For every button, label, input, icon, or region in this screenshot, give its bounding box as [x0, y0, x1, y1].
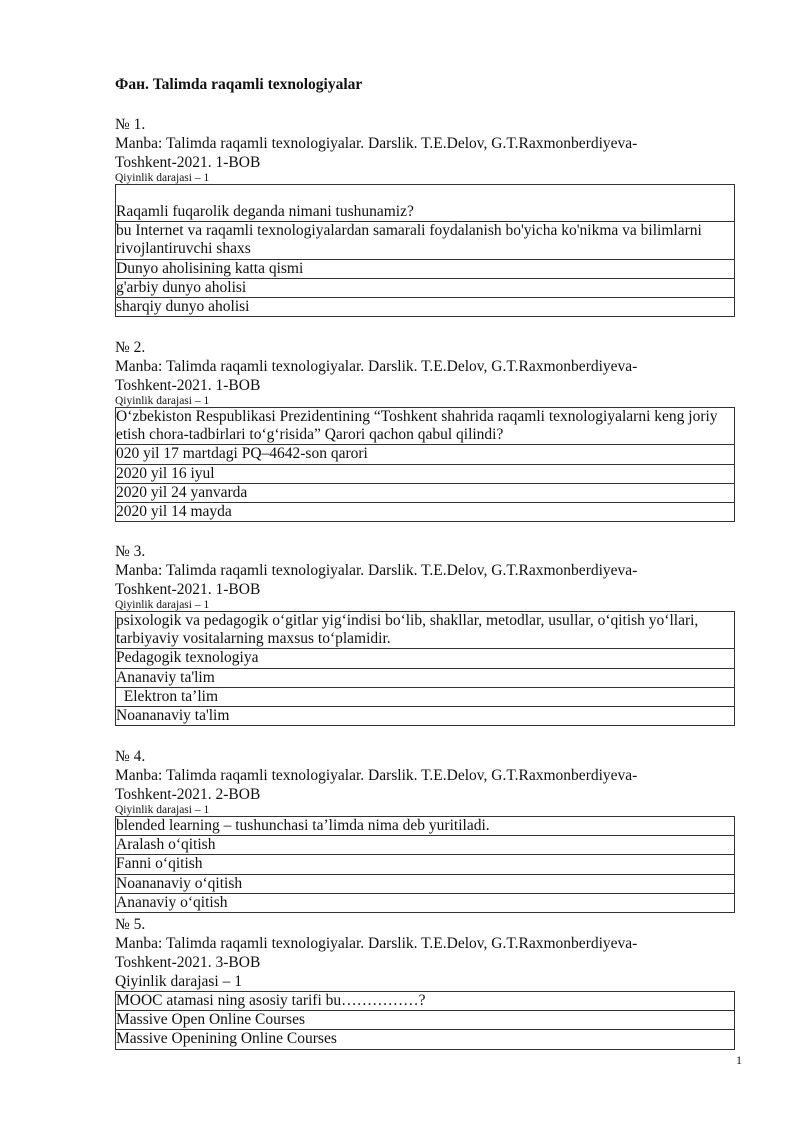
question-table — [115, 991, 735, 1050]
answer-option: Noananaviy o‘qitish — [116, 874, 735, 893]
source-line: Manba: Talimda raqamli texnologiyalar. Darslik. T.E.Delov, G.T.Raxmonberdiyeva- — [115, 935, 638, 952]
source-line: Manba: Talimda raqamli texnologiyalar. Darslik. T.E.Delov, G.T.Raxmonberdiyeva- — [115, 358, 638, 375]
question-block-2 — [115, 338, 735, 522]
question-number: № 3. — [115, 543, 146, 560]
answer-correct: 020 yil 17 martdagi PQ–4642-son qarori — [116, 445, 735, 464]
question-number: № 5. — [115, 916, 146, 933]
source-line: Manba: Talimda raqamli texnologiyalar. Darslik. T.E.Delov, G.T.Raxmonberdiyeva- — [115, 562, 638, 579]
question-block-3 — [115, 542, 735, 726]
answer-correct: Massive Open Online Courses — [116, 1011, 735, 1030]
question-text: blended learning – tushunchasi ta’limda nima deb yuritiladi. — [116, 817, 735, 836]
page-title: Фан. Talimda raqamli texnologiyalar — [115, 76, 363, 93]
question-table — [115, 611, 735, 726]
question-number: № 4. — [115, 748, 146, 765]
answer-correct: Pedagogik texnologiya — [116, 649, 735, 668]
question-text: Raqamli fuqarolik deganda nimani tushunamiz? — [116, 185, 735, 222]
answer-option: Elektron ta’lim — [116, 687, 735, 706]
answer-option: Ananaviy o‘qitish — [116, 893, 735, 912]
answer-option: Massive Openining Online Courses — [116, 1030, 735, 1049]
source-line: Manba: Talimda raqamli texnologiyalar. Darslik. T.E.Delov, G.T.Raxmonberdiyeva- — [115, 135, 638, 152]
question-block-4 — [115, 747, 735, 913]
question-number: № 1. — [115, 116, 146, 133]
answer-option: 2020 yil 24 yanvarda — [116, 483, 735, 502]
difficulty-label: Qiyinlik darajasi – 1 — [115, 599, 210, 611]
question-table — [115, 407, 735, 522]
answer-correct: bu Internet va raqamli texnologiyalardan samarali foydalanish bo'yicha ko'nikma va bilimlarni rivojlantiruvchi shaxs — [116, 222, 735, 259]
question-text: MOOC atamasi ning asosiy tarifi bu……………? — [116, 992, 735, 1011]
question-text: O‘zbekiston Respublikasi Prezidentining “Toshkent shahrida raqamli texnologiyalarni keng joriy etish chora-tadbirlari to‘g‘risida” Qarori qachon qabul qilindi? — [116, 408, 735, 445]
page-number: 1 — [736, 1053, 742, 1067]
difficulty-label: Qiyinlik darajasi – 1 — [115, 804, 210, 816]
source-chapter: Toshkent-2021. 2-BOB — [115, 786, 261, 803]
question-number: № 2. — [115, 339, 146, 356]
source-chapter: Toshkent-2021. 1-BOB — [115, 581, 261, 598]
answer-option: Ananaviy ta'lim — [116, 668, 735, 687]
question-block-5 — [115, 915, 735, 1050]
answer-option: g'arbiy dunyo aholisi — [116, 278, 735, 297]
answer-option: sharqiy dunyo aholisi — [116, 298, 735, 317]
source-line: Manba: Talimda raqamli texnologiyalar. Darslik. T.E.Delov, G.T.Raxmonberdiyeva- — [115, 767, 638, 784]
question-table — [115, 184, 735, 317]
question-table — [115, 816, 735, 913]
answer-option: 2020 yil 16 iyul — [116, 464, 735, 483]
question-text: psixologik va pedagogik o‘gitlar yig‘indisi bo‘lib, shakllar, metodlar, usullar, o‘qitish yo‘llari, tarbiyaviy vositalarning maxsus to‘plamidir. — [116, 612, 735, 649]
answer-option: Fanni o‘qitish — [116, 855, 735, 874]
answer-correct: Aralash o‘qitish — [116, 836, 735, 855]
answer-option: Noananaviy ta'lim — [116, 707, 735, 726]
answer-option: Dunyo aholisining katta qismi — [116, 259, 735, 278]
source-chapter: Toshkent-2021. 1-BOB — [115, 377, 261, 394]
source-chapter: Toshkent-2021. 3-BOB — [115, 954, 261, 971]
answer-option: 2020 yil 14 mayda — [116, 503, 735, 522]
difficulty-label: Qiyinlik darajasi – 1 — [115, 973, 242, 990]
difficulty-label: Qiyinlik darajasi – 1 — [115, 172, 210, 184]
source-chapter: Toshkent-2021. 1-BOB — [115, 154, 261, 171]
difficulty-label: Qiyinlik darajasi – 1 — [115, 395, 210, 407]
question-block-1 — [115, 115, 735, 317]
